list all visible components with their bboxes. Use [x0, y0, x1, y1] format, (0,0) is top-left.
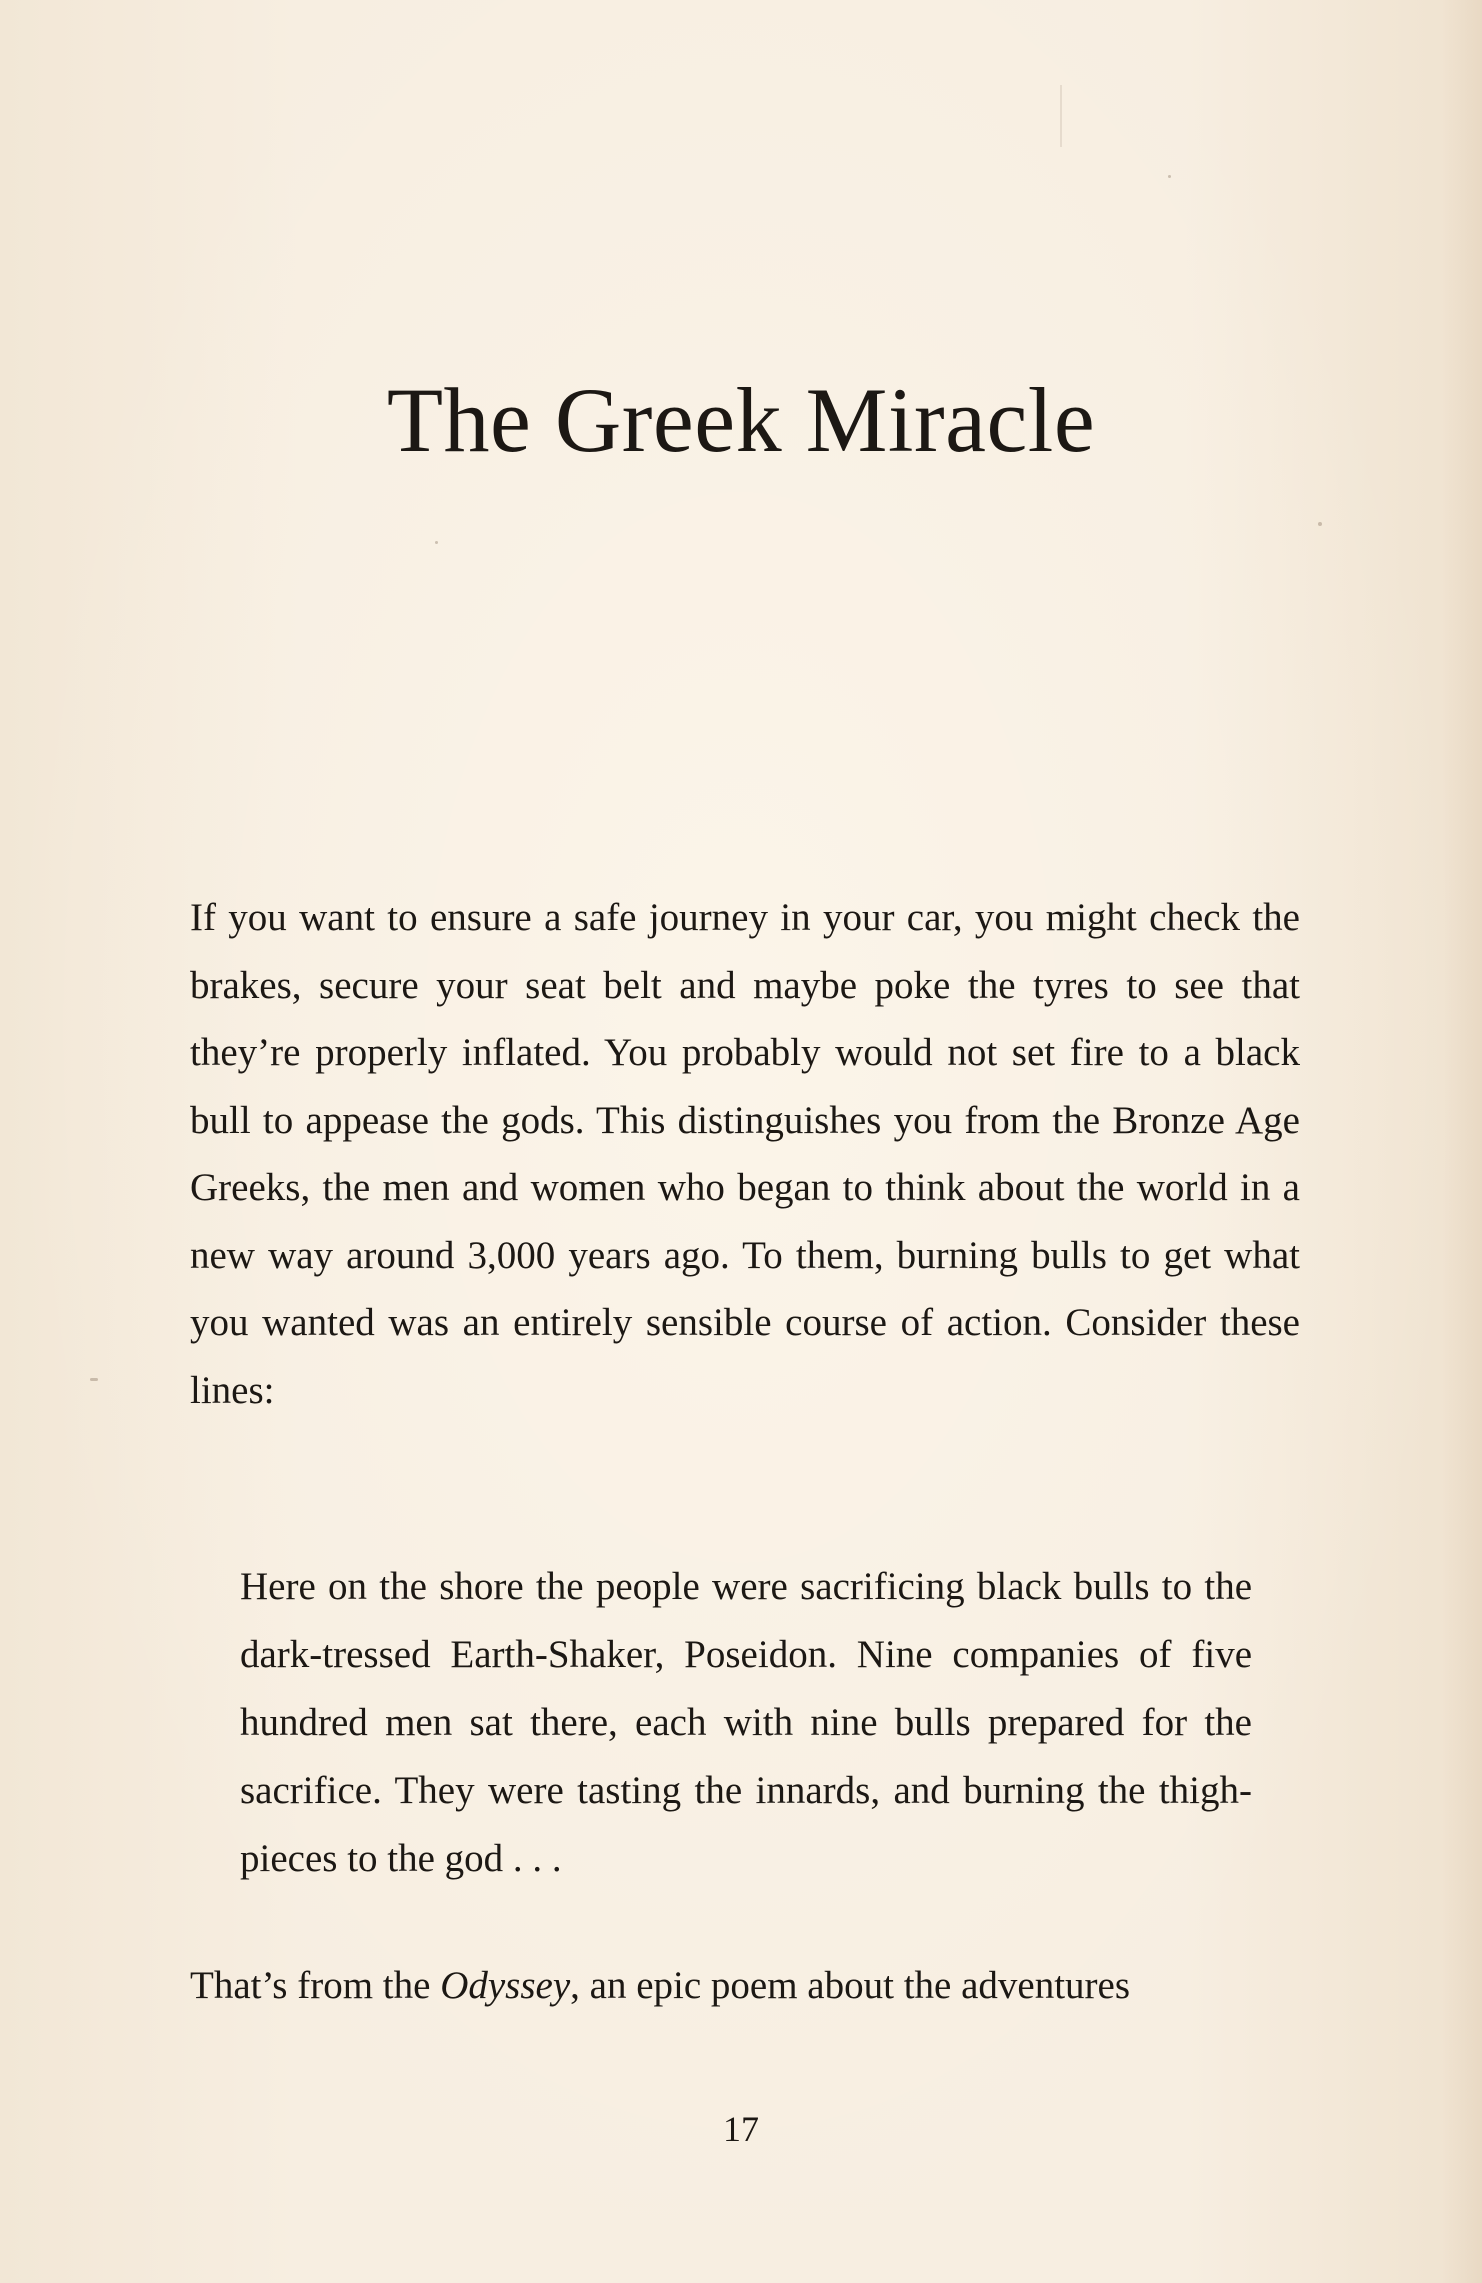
page-edge-shadow	[1442, 0, 1482, 2283]
block-quote: Here on the shore the people were sacrificing black bulls to the dark-tressed Earth-Shaker, Poseidon. Nine companies of five hundred men sat there, each with nine bulls prepared for the sacrifice. They were tasting the innards, and burning the thigh-pieces to the god . . .	[240, 1565, 1252, 1880]
book-title-italic: Odyssey	[440, 1964, 571, 2007]
chapter-title: The Greek Miracle	[386, 369, 1096, 471]
closing-paragraph	[190, 1952, 1300, 2020]
page-number: 17	[723, 2109, 759, 2149]
paper-speck	[435, 541, 438, 544]
paper-speck	[90, 1378, 98, 1381]
intro-paragraph: If you want to ensure a safe journey in your car, you might check the brakes, secure your seat belt and maybe poke the tyres to see that they’re properly inflated. You probably would not set fire to a black bull to appease the gods. This distinguishes you from the Bronze Age Greeks, the men and women who began to think about the world in a new way around 3,000 years ago. To them, burning bulls to get what you wanted was an entirely sensible course of action. Consider these lines:	[190, 896, 1300, 1412]
paper-speck	[1168, 175, 1171, 178]
closing-text-start: That’s from the	[190, 1964, 441, 2007]
bleed-through-mark	[1060, 85, 1062, 147]
closing-text-end: , an epic poem about the adventures	[570, 1964, 1131, 2007]
paper-speck	[1318, 522, 1322, 526]
